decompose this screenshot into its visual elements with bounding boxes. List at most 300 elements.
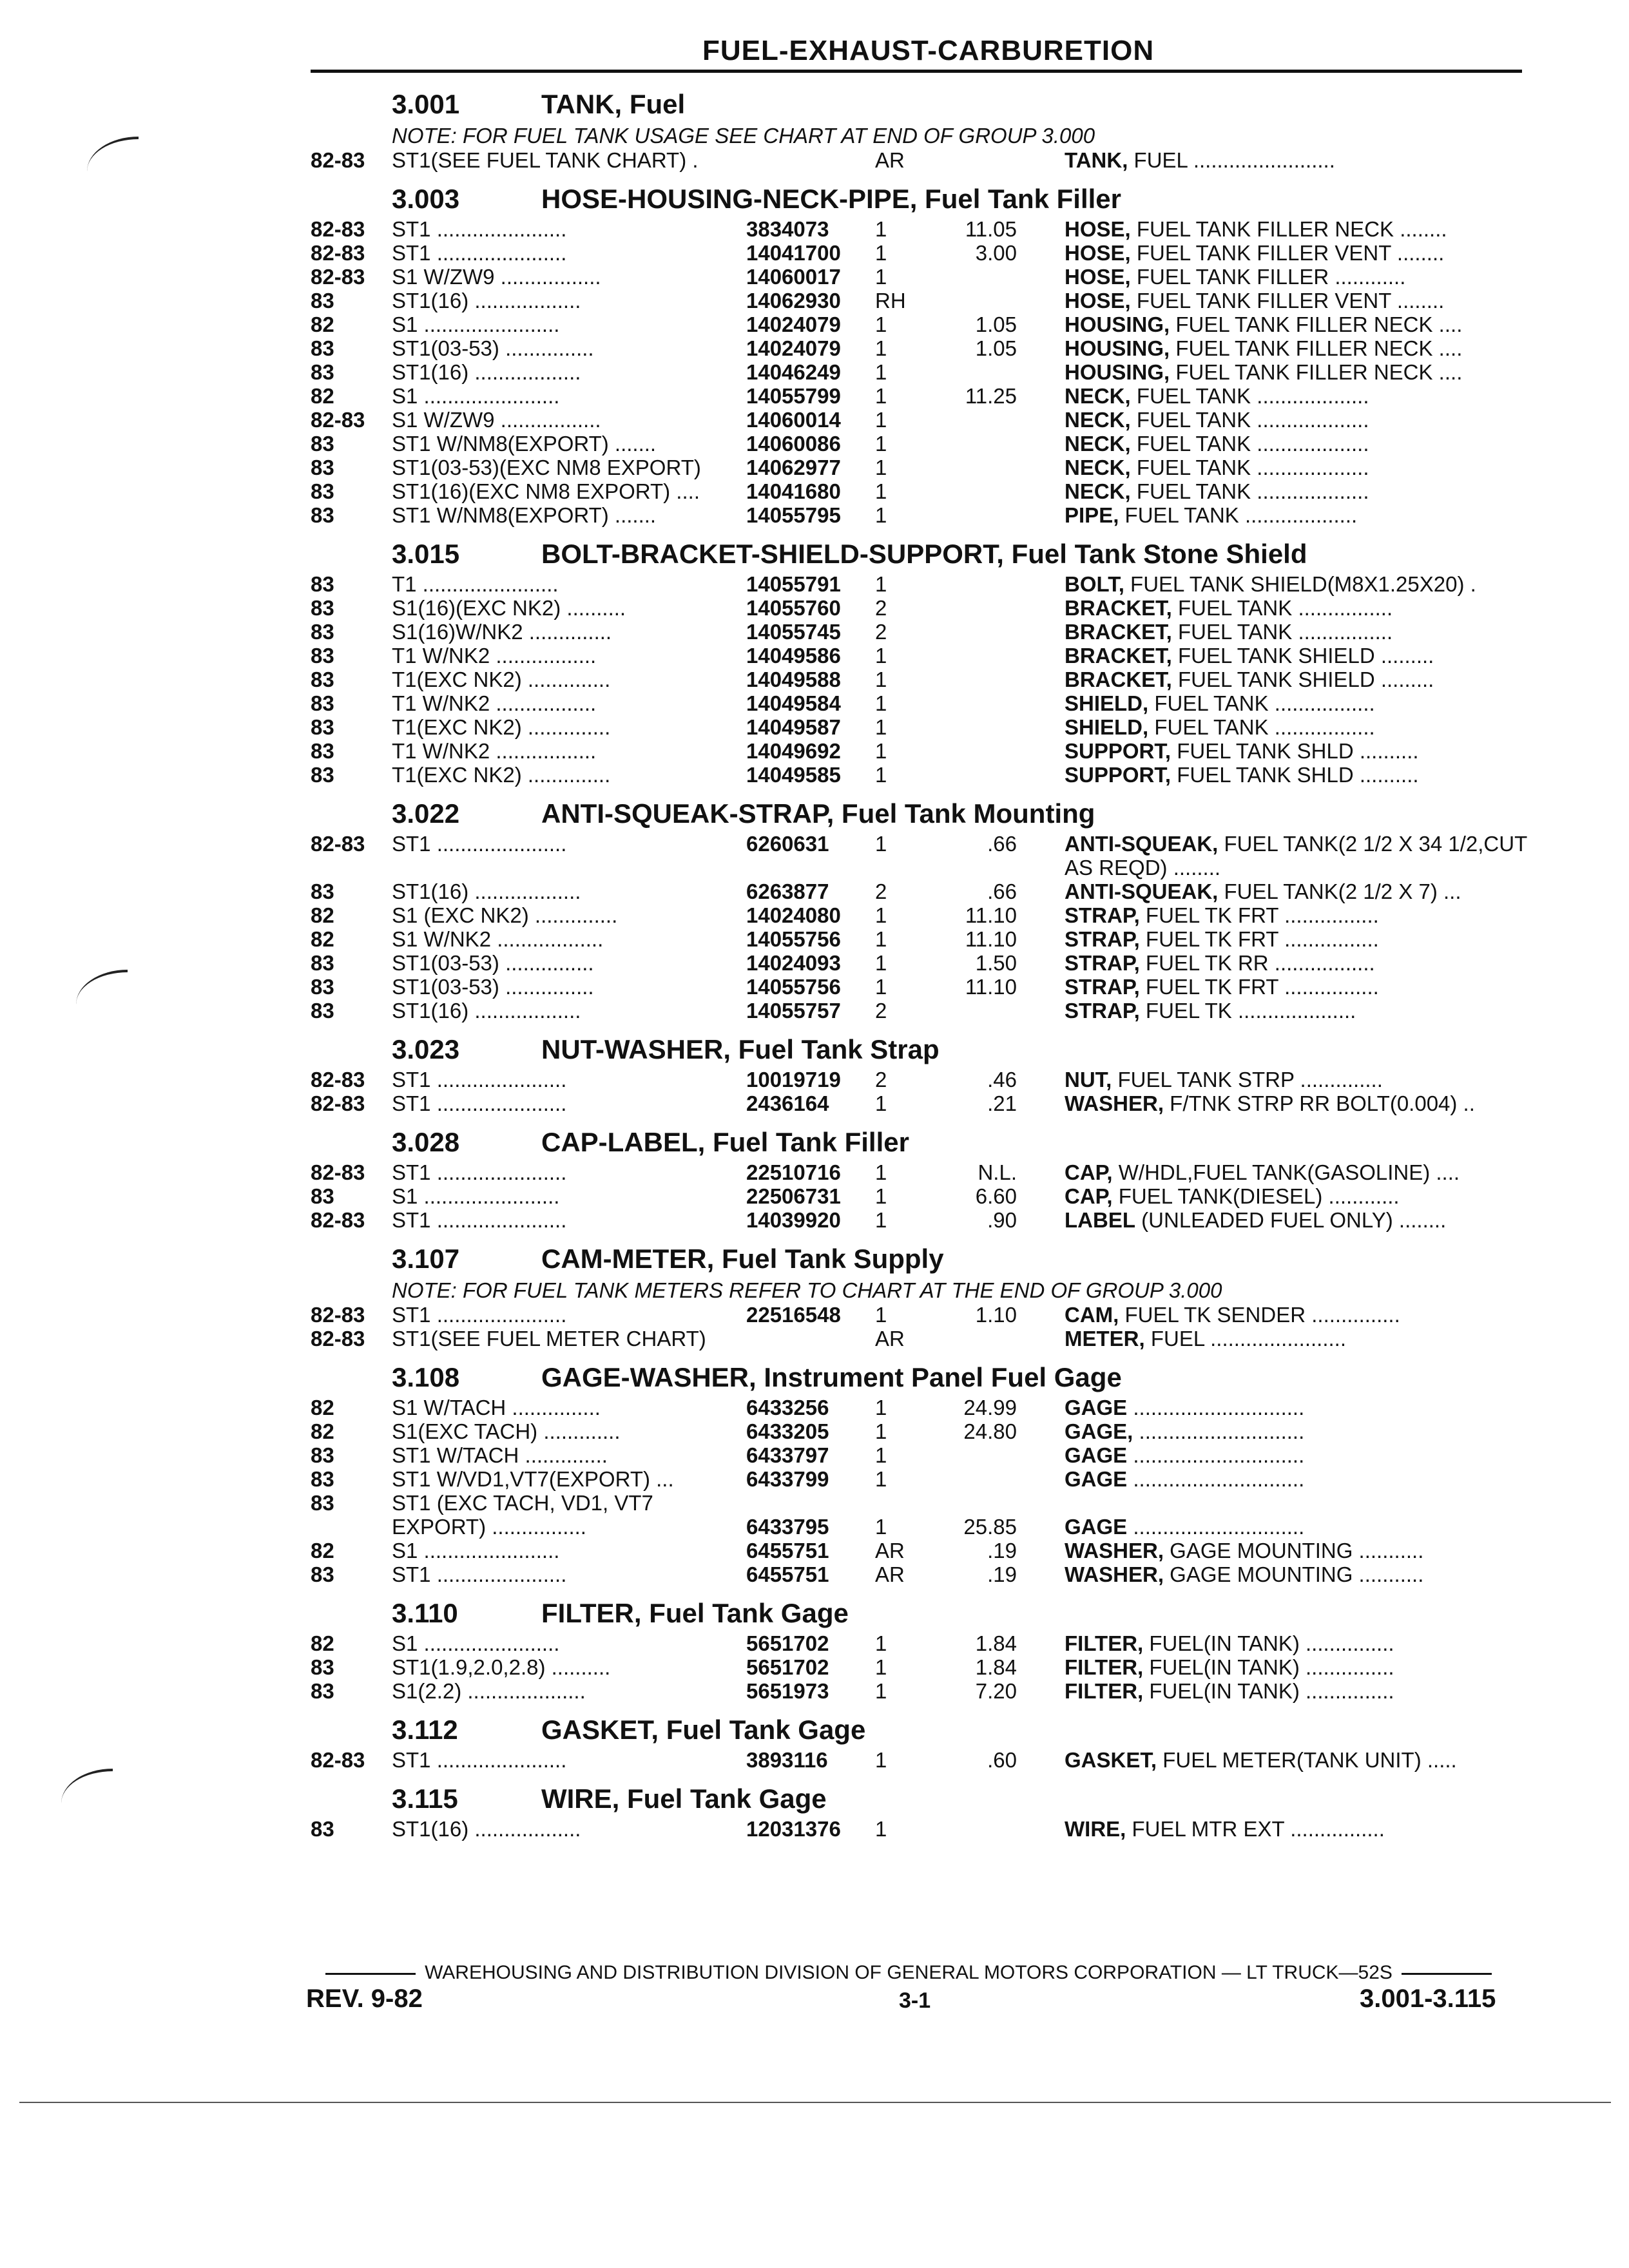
part-detail: FUEL TANK FILLER VENT ........ [1130, 241, 1445, 265]
part-name: CAM, [1065, 1303, 1119, 1327]
application: ST1(16) .................. [392, 289, 581, 312]
application: EXPORT) ................ [392, 1515, 586, 1539]
model-year: 82 [311, 312, 334, 336]
price: 11.25 [965, 384, 1017, 408]
part-name: METER, [1065, 1327, 1145, 1350]
price: 24.99 [963, 1396, 1017, 1419]
quantity: 1 [875, 408, 887, 432]
description [1065, 596, 1528, 620]
part-number: 14055791 [746, 572, 841, 596]
part-detail: FUEL TANK SHIELD ......... [1171, 668, 1434, 691]
price: 1.84 [975, 1631, 1017, 1655]
part-name: GAGE [1065, 1443, 1128, 1467]
description [1065, 1748, 1528, 1772]
table-row [303, 691, 1527, 715]
application: S1 W/NK2 .................. [392, 927, 604, 951]
section-number: 3.112 [392, 1715, 458, 1745]
table-row [303, 456, 1527, 479]
price: 1.84 [975, 1655, 1017, 1679]
part-detail: ............................. [1127, 1467, 1305, 1491]
table-row [303, 1679, 1527, 1703]
application: ST1(SEE FUEL TANK CHART) . [392, 148, 699, 172]
quantity: 1 [875, 1817, 887, 1841]
quantity: 1 [875, 572, 887, 596]
quantity: 1 [875, 691, 887, 715]
application: S1(16)(EXC NK2) .......... [392, 596, 626, 620]
part-name: NECK, [1065, 408, 1131, 432]
part-number: 14049587 [746, 715, 841, 739]
section-title: NUT-WASHER, Fuel Tank Strap [541, 1034, 940, 1064]
table-row [303, 265, 1527, 289]
application: T1 ....................... [392, 572, 559, 596]
application: ST1(03-53) ............... [392, 975, 594, 999]
section-number: 3.022 [392, 798, 460, 829]
part-name: STRAP, [1065, 999, 1140, 1023]
table-row [303, 148, 1527, 172]
quantity: AR [875, 148, 905, 172]
description [1065, 903, 1528, 927]
description [1065, 715, 1528, 739]
part-detail: ............................. [1127, 1515, 1305, 1539]
part-detail: GAGE MOUNTING ........... [1164, 1562, 1424, 1586]
part-number: 6455751 [746, 1562, 829, 1586]
part-number: 14049586 [746, 644, 841, 668]
description [1065, 1184, 1528, 1208]
part-number: 14049584 [746, 691, 841, 715]
model-year: 83 [311, 289, 334, 312]
part-name: HOUSING, [1065, 360, 1170, 384]
part-detail: FUEL TANK ................... [1119, 503, 1358, 527]
model-year: 82 [311, 1539, 334, 1562]
model-year: 82 [311, 903, 334, 927]
part-number: 14060017 [746, 265, 841, 289]
quantity: 2 [875, 596, 887, 620]
application: ST1 ...................... [392, 832, 567, 856]
quantity: 2 [875, 879, 887, 903]
description [1065, 927, 1528, 951]
section-title: ANTI-SQUEAK-STRAP, Fuel Tank Mounting [541, 798, 1095, 829]
section-note-text: NOTE: FOR FUEL TANK METERS REFER TO CHART AT THE END OF GROUP 3.000 [392, 1278, 1222, 1302]
part-number: 14062930 [746, 289, 841, 312]
table-row [303, 360, 1527, 384]
description [1065, 1068, 1528, 1091]
part-name: NUT, [1065, 1068, 1112, 1091]
part-number: 22506731 [746, 1184, 841, 1208]
section-title: CAP-LABEL, Fuel Tank Filler [541, 1127, 909, 1157]
description [1065, 1817, 1528, 1841]
section-number: 3.015 [392, 539, 460, 569]
part-detail: FUEL TANK ................... [1130, 456, 1369, 479]
description [1065, 999, 1528, 1023]
table-row [303, 715, 1527, 739]
part-name: SUPPORT, [1065, 739, 1171, 763]
model-year: 83 [311, 596, 334, 620]
part-name: GAGE, [1065, 1419, 1133, 1443]
section-number: 3.001 [392, 89, 460, 119]
table-row [303, 479, 1527, 503]
quantity: 1 [875, 503, 887, 527]
part-detail: GAGE MOUNTING ........... [1164, 1539, 1424, 1562]
part-name: NECK, [1065, 432, 1131, 456]
part-number: 14041680 [746, 479, 841, 503]
part-number: 22510716 [746, 1160, 841, 1184]
section-title: WIRE, Fuel Tank Gage [541, 1783, 827, 1814]
quantity: 2 [875, 999, 887, 1023]
part-number: 14055756 [746, 927, 841, 951]
quantity: 1 [875, 1467, 887, 1491]
section-header [303, 1236, 1527, 1277]
quantity: 1 [875, 975, 887, 999]
description [1065, 1091, 1528, 1115]
description [1065, 620, 1528, 644]
description [1065, 1515, 1528, 1539]
part-number: 5651702 [746, 1655, 829, 1679]
quantity: 1 [875, 1091, 887, 1115]
footer-range: 3.001-3.115 [1360, 1984, 1496, 2013]
quantity: 1 [875, 1515, 887, 1539]
application: ST1 W/NM8(EXPORT) ....... [392, 503, 657, 527]
part-detail: FUEL TK RR ................. [1139, 951, 1375, 975]
table-row [303, 1443, 1527, 1467]
price: 25.85 [963, 1515, 1017, 1539]
description [1065, 432, 1528, 456]
part-name: CAP, [1065, 1184, 1113, 1208]
quantity: 1 [875, 832, 887, 856]
quantity: 1 [875, 1655, 887, 1679]
description [1065, 1467, 1528, 1491]
part-number: 14055745 [746, 620, 841, 644]
model-year: 83 [311, 1491, 334, 1515]
table-row [303, 432, 1527, 456]
part-detail: (UNLEADED FUEL ONLY) ........ [1135, 1208, 1447, 1232]
description [1065, 336, 1528, 360]
part-number: 14055760 [746, 596, 841, 620]
model-year: 83 [311, 336, 334, 360]
price: .66 [987, 832, 1017, 856]
part-number: 5651702 [746, 1631, 829, 1655]
section-title: TANK, Fuel [541, 89, 686, 119]
part-name: FILTER, [1065, 1631, 1144, 1655]
table-row [303, 1491, 1527, 1515]
part-name: FILTER, [1065, 1655, 1144, 1679]
quantity: 1 [875, 336, 887, 360]
quantity: 1 [875, 456, 887, 479]
quantity: 1 [875, 903, 887, 927]
part-number: 5651973 [746, 1679, 829, 1703]
table-row [303, 927, 1527, 951]
table-row [303, 832, 1527, 879]
table-row [303, 1327, 1527, 1350]
description [1065, 644, 1528, 668]
part-detail: W/HDL,FUEL TANK(GASOLINE) .... [1112, 1160, 1460, 1184]
description [1065, 1655, 1528, 1679]
quantity: 1 [875, 1679, 887, 1703]
quantity: 1 [875, 1184, 887, 1208]
part-detail: FUEL TANK ................ [1171, 620, 1393, 644]
part-name: NECK, [1065, 479, 1131, 503]
description [1065, 763, 1528, 787]
model-year: 83 [311, 999, 334, 1023]
part-name: SHIELD, [1065, 691, 1149, 715]
part-number: 6433795 [746, 1515, 829, 1539]
quantity: 1 [875, 384, 887, 408]
price: .19 [987, 1539, 1017, 1562]
part-detail: FUEL TK .................... [1139, 999, 1356, 1023]
section-number: 3.023 [392, 1034, 460, 1064]
section-number: 3.110 [392, 1598, 458, 1628]
table-row [303, 289, 1527, 312]
part-name: BRACKET, [1065, 620, 1172, 644]
footer-page-number: 3-1 [899, 1988, 931, 2013]
part-detail: FUEL TANK(2 1/2 X 7) ... [1218, 879, 1461, 903]
table-row [303, 1515, 1527, 1539]
application: T1(EXC NK2) .............. [392, 668, 611, 691]
part-detail: FUEL(IN TANK) ............... [1143, 1655, 1394, 1679]
application: S1 ....................... [392, 312, 560, 336]
part-detail: FUEL TANK(DIESEL) ............ [1112, 1184, 1400, 1208]
part-name: HOUSING, [1065, 312, 1170, 336]
table-row [303, 1091, 1527, 1115]
application: ST1(16) .................. [392, 360, 581, 384]
model-year: 82 [311, 1396, 334, 1419]
price: 1.05 [975, 336, 1017, 360]
section-number: 3.028 [392, 1127, 460, 1157]
application: ST1(03-53) ............... [392, 336, 594, 360]
application: S1 ....................... [392, 1539, 560, 1562]
part-number: 14062977 [746, 456, 841, 479]
part-detail: ............................. [1127, 1443, 1305, 1467]
part-number: 14024080 [746, 903, 841, 927]
part-detail: FUEL TANK FILLER NECK .... [1170, 360, 1463, 384]
application: ST1 ...................... [392, 217, 567, 241]
application: S1 ....................... [392, 1631, 560, 1655]
description [1065, 408, 1528, 432]
model-year: 82-83 [311, 148, 365, 172]
part-number: 14055756 [746, 975, 841, 999]
quantity: 1 [875, 1748, 887, 1772]
application: ST1 ...................... [392, 1303, 567, 1327]
section-title: FILTER, Fuel Tank Gage [541, 1598, 849, 1628]
quantity: 1 [875, 360, 887, 384]
part-name: BOLT, [1065, 572, 1124, 596]
model-year: 83 [311, 432, 334, 456]
application: T1 W/NK2 ................. [392, 691, 597, 715]
application: S1 W/TACH ............... [392, 1396, 601, 1419]
part-number: 14039920 [746, 1208, 841, 1232]
description [1065, 479, 1528, 503]
table-row [303, 879, 1527, 903]
part-name: WASHER, [1065, 1539, 1164, 1562]
price: 24.80 [963, 1419, 1017, 1443]
part-detail: ............................. [1127, 1396, 1305, 1419]
section-number: 3.003 [392, 184, 460, 214]
part-number: 14024079 [746, 312, 841, 336]
application: ST1 ...................... [392, 1208, 567, 1232]
table-row [303, 644, 1527, 668]
model-year: 82-83 [311, 1208, 365, 1232]
application: ST1(16) .................. [392, 1817, 581, 1841]
part-number: 14055757 [746, 999, 841, 1023]
section-title: BOLT-BRACKET-SHIELD-SUPPORT, Fuel Tank Stone Shield [541, 539, 1307, 569]
part-name: HOSE, [1065, 241, 1131, 265]
price: .60 [987, 1748, 1017, 1772]
quantity: 1 [875, 241, 887, 265]
model-year: 82-83 [311, 217, 365, 241]
price: .21 [987, 1091, 1017, 1115]
part-detail: FUEL TANK FILLER VENT ........ [1130, 289, 1445, 312]
table-row [303, 596, 1527, 620]
part-name: SHIELD, [1065, 715, 1149, 739]
table-row [303, 1817, 1527, 1841]
description [1065, 312, 1528, 336]
table-row [303, 384, 1527, 408]
description [1065, 1303, 1528, 1327]
model-year: 83 [311, 1817, 334, 1841]
application: S1(EXC TACH) ............. [392, 1419, 621, 1443]
part-number: 14049585 [746, 763, 841, 787]
table-row [303, 739, 1527, 763]
application: S1(2.2) .................... [392, 1679, 586, 1703]
application: ST1(03-53)(EXC NM8 EXPORT) [392, 456, 701, 479]
description [1065, 148, 1528, 172]
part-number: 12031376 [746, 1817, 841, 1841]
part-detail: FUEL TANK SHIELD(M8X1.25X20) . [1124, 572, 1476, 596]
part-detail: FUEL TANK ................. [1148, 691, 1375, 715]
section-title: CAM-METER, Fuel Tank Supply [541, 1244, 944, 1274]
model-year: 83 [311, 1184, 334, 1208]
part-detail: FUEL TANK ................ [1171, 596, 1393, 620]
description [1065, 456, 1528, 479]
footer-revision: REV. 9-82 [306, 1984, 423, 2013]
part-name: BRACKET, [1065, 668, 1172, 691]
model-year: 82-83 [311, 1303, 365, 1327]
part-name: GAGE [1065, 1467, 1128, 1491]
table-row [303, 951, 1527, 975]
part-number: 14060086 [746, 432, 841, 456]
part-detail: FUEL TANK SHLD .......... [1171, 739, 1419, 763]
part-name: ANTI-SQUEAK, [1065, 879, 1219, 903]
part-detail: FUEL ....................... [1144, 1327, 1347, 1350]
part-name: NECK, [1065, 456, 1131, 479]
section-title: HOSE-HOUSING-NECK-PIPE, Fuel Tank Filler [541, 184, 1122, 214]
part-name: STRAP, [1065, 951, 1140, 975]
part-number: 3893116 [746, 1748, 828, 1772]
part-name: STRAP, [1065, 903, 1140, 927]
model-year: 83 [311, 1655, 334, 1679]
part-detail: FUEL TANK ................... [1130, 408, 1369, 432]
application: S1 (EXC NK2) .............. [392, 903, 618, 927]
quantity: 1 [875, 479, 887, 503]
quantity: 1 [875, 1160, 887, 1184]
table-row [303, 1160, 1527, 1184]
table-row [303, 336, 1527, 360]
part-number: 10019719 [746, 1068, 841, 1091]
price: 11.10 [965, 975, 1017, 999]
quantity: RH [875, 289, 906, 312]
part-name: TANK, [1065, 148, 1128, 172]
description [1065, 1327, 1528, 1350]
application: ST1 W/VD1,VT7(EXPORT) ... [392, 1467, 674, 1491]
price: 1.50 [975, 951, 1017, 975]
table-row [303, 999, 1527, 1023]
table-row [303, 408, 1527, 432]
part-detail: FUEL(IN TANK) ............... [1143, 1631, 1394, 1655]
price: 7.20 [975, 1679, 1017, 1703]
part-detail: FUEL TANK ................... [1130, 479, 1369, 503]
part-number: 14024079 [746, 336, 841, 360]
part-detail: FUEL TANK STRP .............. [1112, 1068, 1383, 1091]
description [1065, 1562, 1528, 1586]
application: ST1(03-53) ............... [392, 951, 594, 975]
section-header [303, 81, 1527, 122]
description [1065, 832, 1528, 879]
application: ST1(1.9,2.0,2.8) .......... [392, 1655, 611, 1679]
model-year: 82-83 [311, 241, 365, 265]
section-header [303, 531, 1527, 572]
part-detail: FUEL TANK FILLER NECK ........ [1130, 217, 1447, 241]
section-header [303, 1026, 1527, 1068]
model-year: 83 [311, 951, 334, 975]
section-note [303, 122, 1527, 148]
quantity: 1 [875, 1396, 887, 1419]
application: ST1 ...................... [392, 1091, 567, 1115]
quantity: 1 [875, 1443, 887, 1467]
model-year: 83 [311, 479, 334, 503]
part-name: HOSE, [1065, 217, 1131, 241]
table-row [303, 620, 1527, 644]
model-year: 82-83 [311, 1068, 365, 1091]
part-detail: FUEL TANK(2 1/2 X 34 1/2,CUT AS REQD) ........ [1065, 832, 1527, 879]
table-row [303, 1655, 1527, 1679]
part-number: 14060014 [746, 408, 841, 432]
part-number: 6263877 [746, 879, 829, 903]
table-row [303, 668, 1527, 691]
table-row [303, 975, 1527, 999]
section-number: 3.107 [392, 1244, 460, 1274]
model-year: 82-83 [311, 1091, 365, 1115]
part-name: STRAP, [1065, 975, 1140, 999]
part-detail: FUEL TANK ................... [1130, 384, 1369, 408]
application: ST1 W/TACH .............. [392, 1443, 608, 1467]
section-title: GAGE-WASHER, Instrument Panel Fuel Gage [541, 1362, 1122, 1392]
quantity: 1 [875, 265, 887, 289]
part-detail: FUEL TANK SHIELD ......... [1171, 644, 1434, 668]
description [1065, 1160, 1528, 1184]
header-rule [311, 70, 1522, 73]
section-header [303, 1707, 1527, 1748]
part-detail: FUEL(IN TANK) ............... [1143, 1679, 1394, 1703]
application: ST1(16)(EXC NM8 EXPORT) .... [392, 479, 700, 503]
application: ST1 ...................... [392, 1562, 567, 1586]
table-row [303, 217, 1527, 241]
part-number: 6433797 [746, 1443, 829, 1467]
model-year: 82 [311, 1419, 334, 1443]
section-note-text: NOTE: FOR FUEL TANK USAGE SEE CHART AT END OF GROUP 3.000 [392, 124, 1095, 148]
description [1065, 1539, 1528, 1562]
price: 6.60 [975, 1184, 1017, 1208]
quantity: 1 [875, 1303, 887, 1327]
table-row [303, 1539, 1527, 1562]
description [1065, 289, 1528, 312]
part-number: 14055795 [746, 503, 841, 527]
part-name: SUPPORT, [1065, 763, 1171, 787]
model-year: 82 [311, 927, 334, 951]
description [1065, 1208, 1528, 1232]
part-name: GASKET, [1065, 1748, 1157, 1772]
part-detail: FUEL TANK ................. [1148, 715, 1375, 739]
model-year: 82-83 [311, 265, 365, 289]
model-year: 83 [311, 715, 334, 739]
